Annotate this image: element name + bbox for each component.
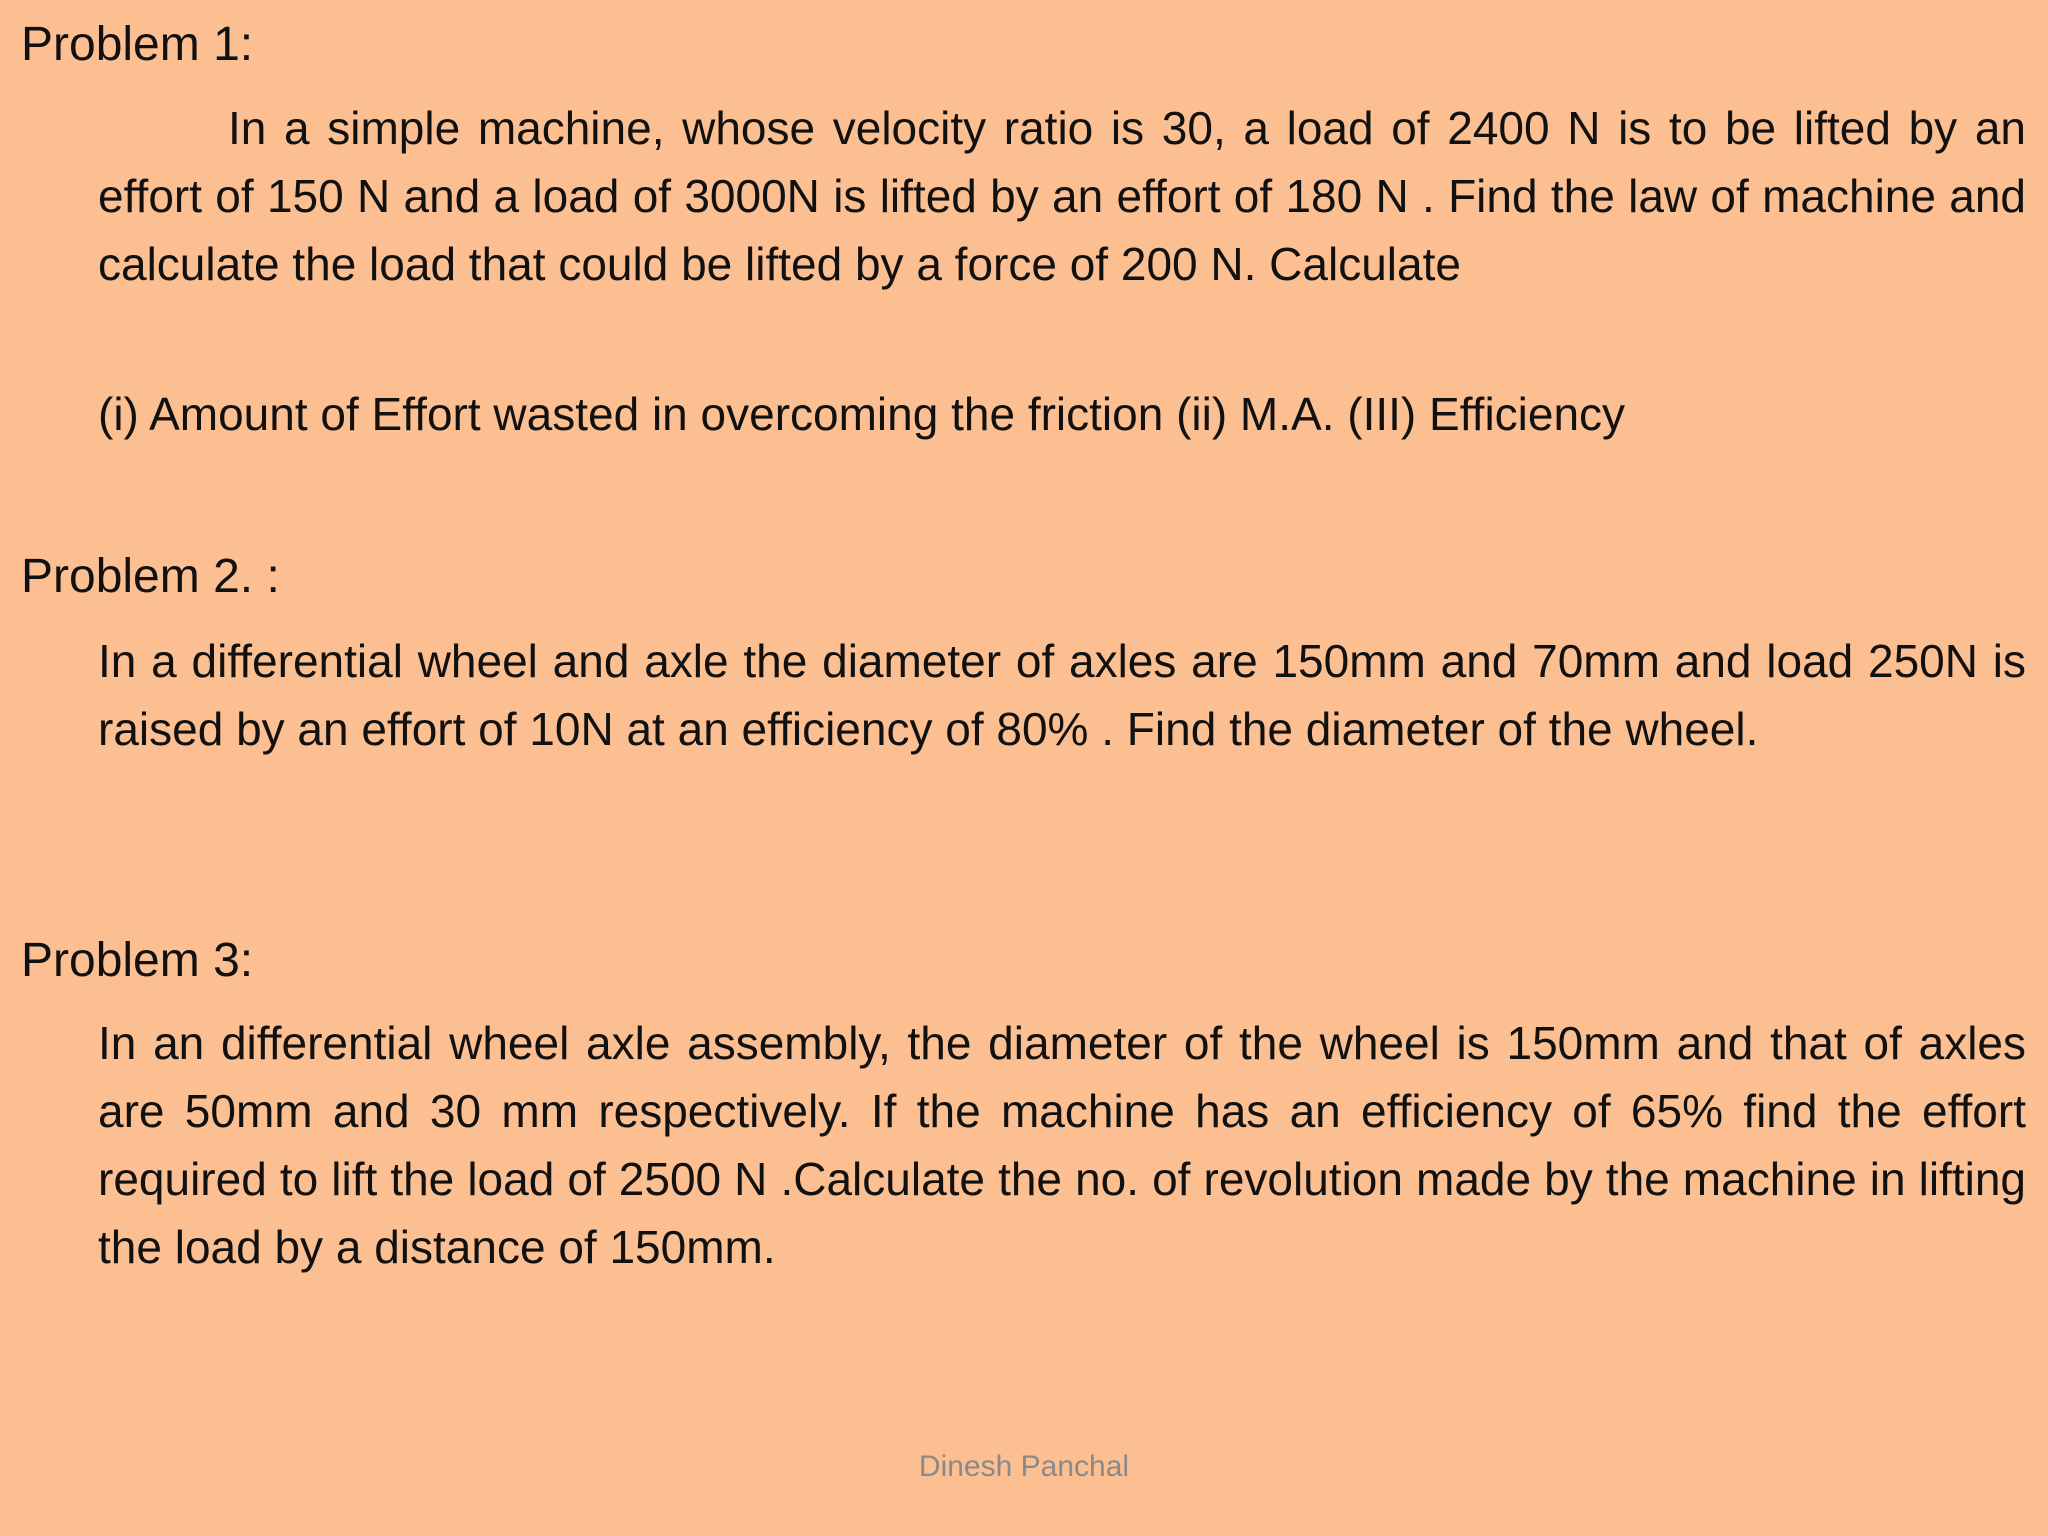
footer-author: Dinesh Panchal bbox=[918, 1450, 1130, 1483]
problem-1-subtext: (i) Amount of Effort wasted in overcoming the friction (ii) M.A. (III) Efficiency bbox=[98, 388, 1626, 440]
problem-1-heading: Problem 1: bbox=[21, 18, 254, 71]
problem-2-heading: Problem 2. : bbox=[21, 550, 280, 603]
problem-2-text: In a differential wheel and axle the diameter of axles are 150mm and 70mm and load 250N is raised by an effort of 10N at an efficiency of 80% . Find the diameter of the wheel. bbox=[98, 635, 2026, 755]
problem-1-text: In a simple machine, whose velocity ratio is 30, a load of 2400 N is to be lifted by an effort of 150 N and a load of 3000N is lifted by an effort of 180 N . Find the law of machine and calculate the load that could be lifted by a force of 200 N. Calculate bbox=[98, 102, 2026, 290]
problem-3-heading: Problem 3: bbox=[21, 934, 254, 987]
problem-3-text: In an differential wheel axle assembly, the diameter of the wheel is 150mm and that of axles are 50mm and 30 mm respectively. If the machine has an efficiency of 65% find the effort required to lift the load of 2500 N .Calculate the no. of revolution made by the machine in lifting the load by a distance of 150mm. bbox=[98, 1017, 2026, 1273]
